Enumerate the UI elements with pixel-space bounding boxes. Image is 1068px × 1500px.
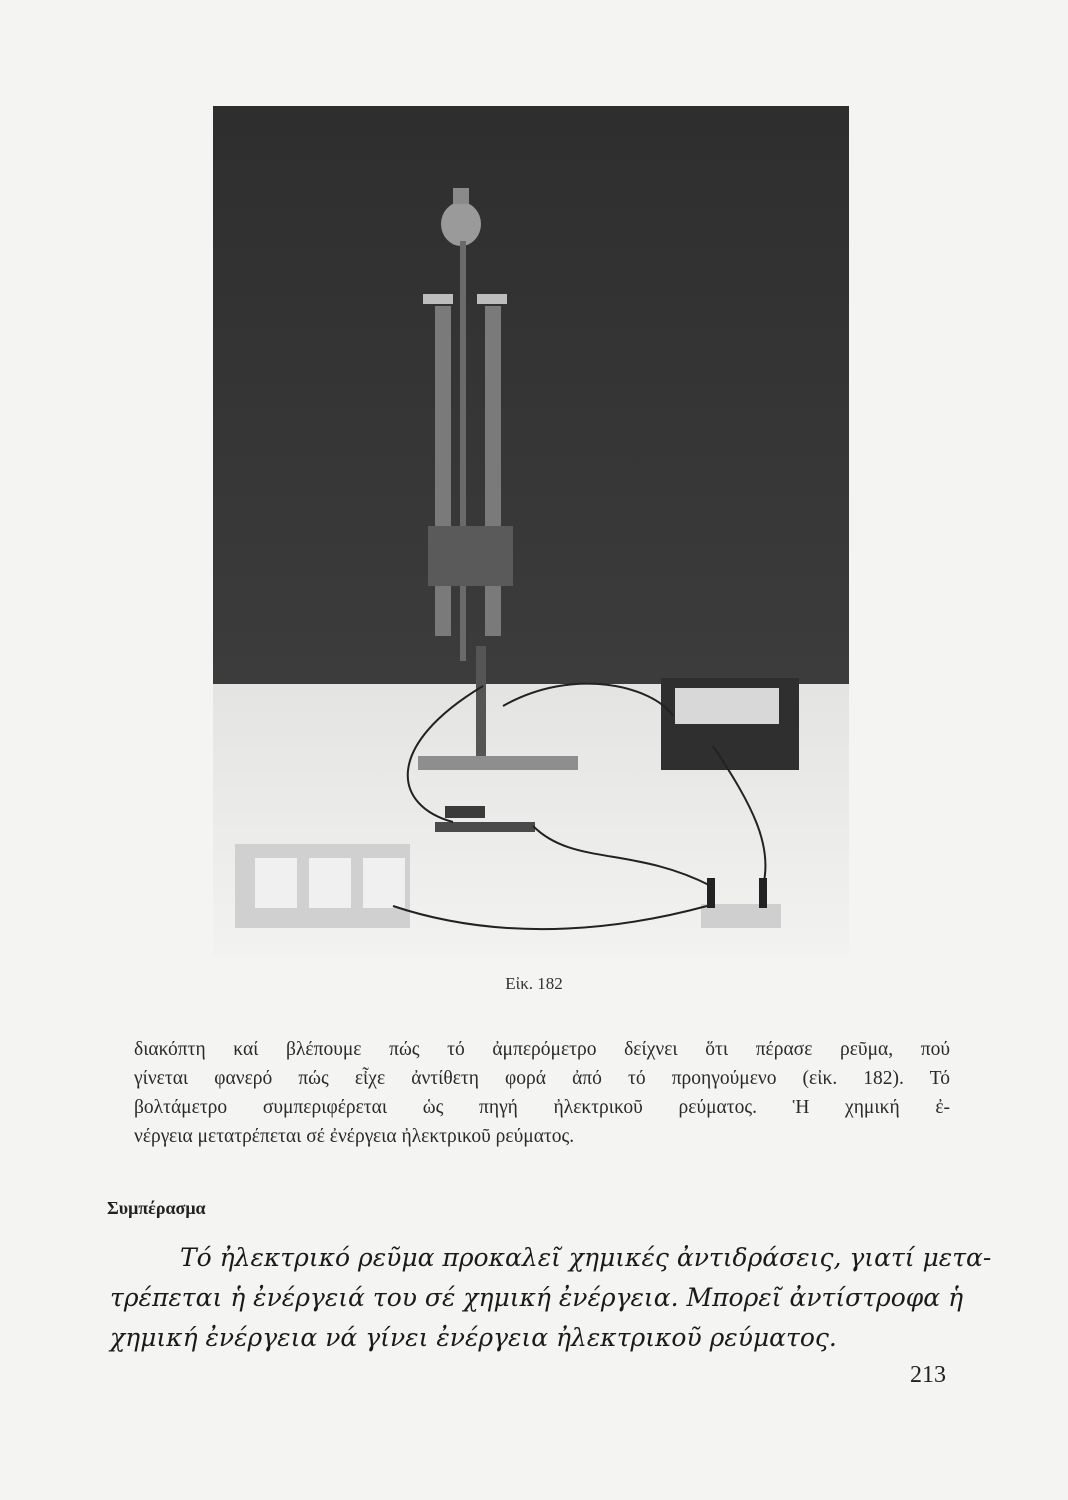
paragraph-line: νέργεια μετατρέπεται σέ ἐνέργεια ἠλεκτρικοῦ ρεύματος.	[134, 1126, 575, 1147]
conclusion-line: τρέπεται ἡ ἐνέργειά του σέ χημική ἐνέργεια. Μπορεῖ ἀντίστροφα ἡ	[110, 1283, 964, 1312]
figure-caption: Εἰκ. 182	[505, 974, 563, 993]
electrolysis-apparatus-photo	[213, 106, 849, 956]
figure-photo	[213, 106, 849, 956]
page-number: 213	[910, 1362, 946, 1388]
body-paragraph	[134, 1035, 950, 1151]
conclusion-heading: Συμπέρασμα	[107, 1198, 206, 1218]
conclusion-paragraph	[110, 1238, 992, 1358]
conclusion-line: χημική ἐνέργεια νά γίνει ἐνέργεια ἠλεκτρικοῦ ρεύματος.	[110, 1323, 837, 1352]
paragraph-line: διακόπτη καί βλέπουμε πώς τό ἀμπερόμετρο δείχνει ὅτι πέρασε ρεῦμα, πού	[134, 1039, 950, 1060]
conclusion-line: Τό ἠλεκτρικό ρεῦμα προκαλεῖ χημικές ἀντιδράσεις, γιατί μετα-	[180, 1243, 992, 1272]
paragraph-line: βολτάμετρο συμπεριφέρεται ὡς πηγή ἠλεκτρικοῦ ρεύματος. Ἡ χημική ἐ-	[134, 1097, 950, 1118]
paragraph-line: γίνεται φανερό πώς εἶχε ἀντίθετη φορά ἀπό τό προηγούμενο (εἰκ. 182). Τό	[134, 1068, 950, 1089]
